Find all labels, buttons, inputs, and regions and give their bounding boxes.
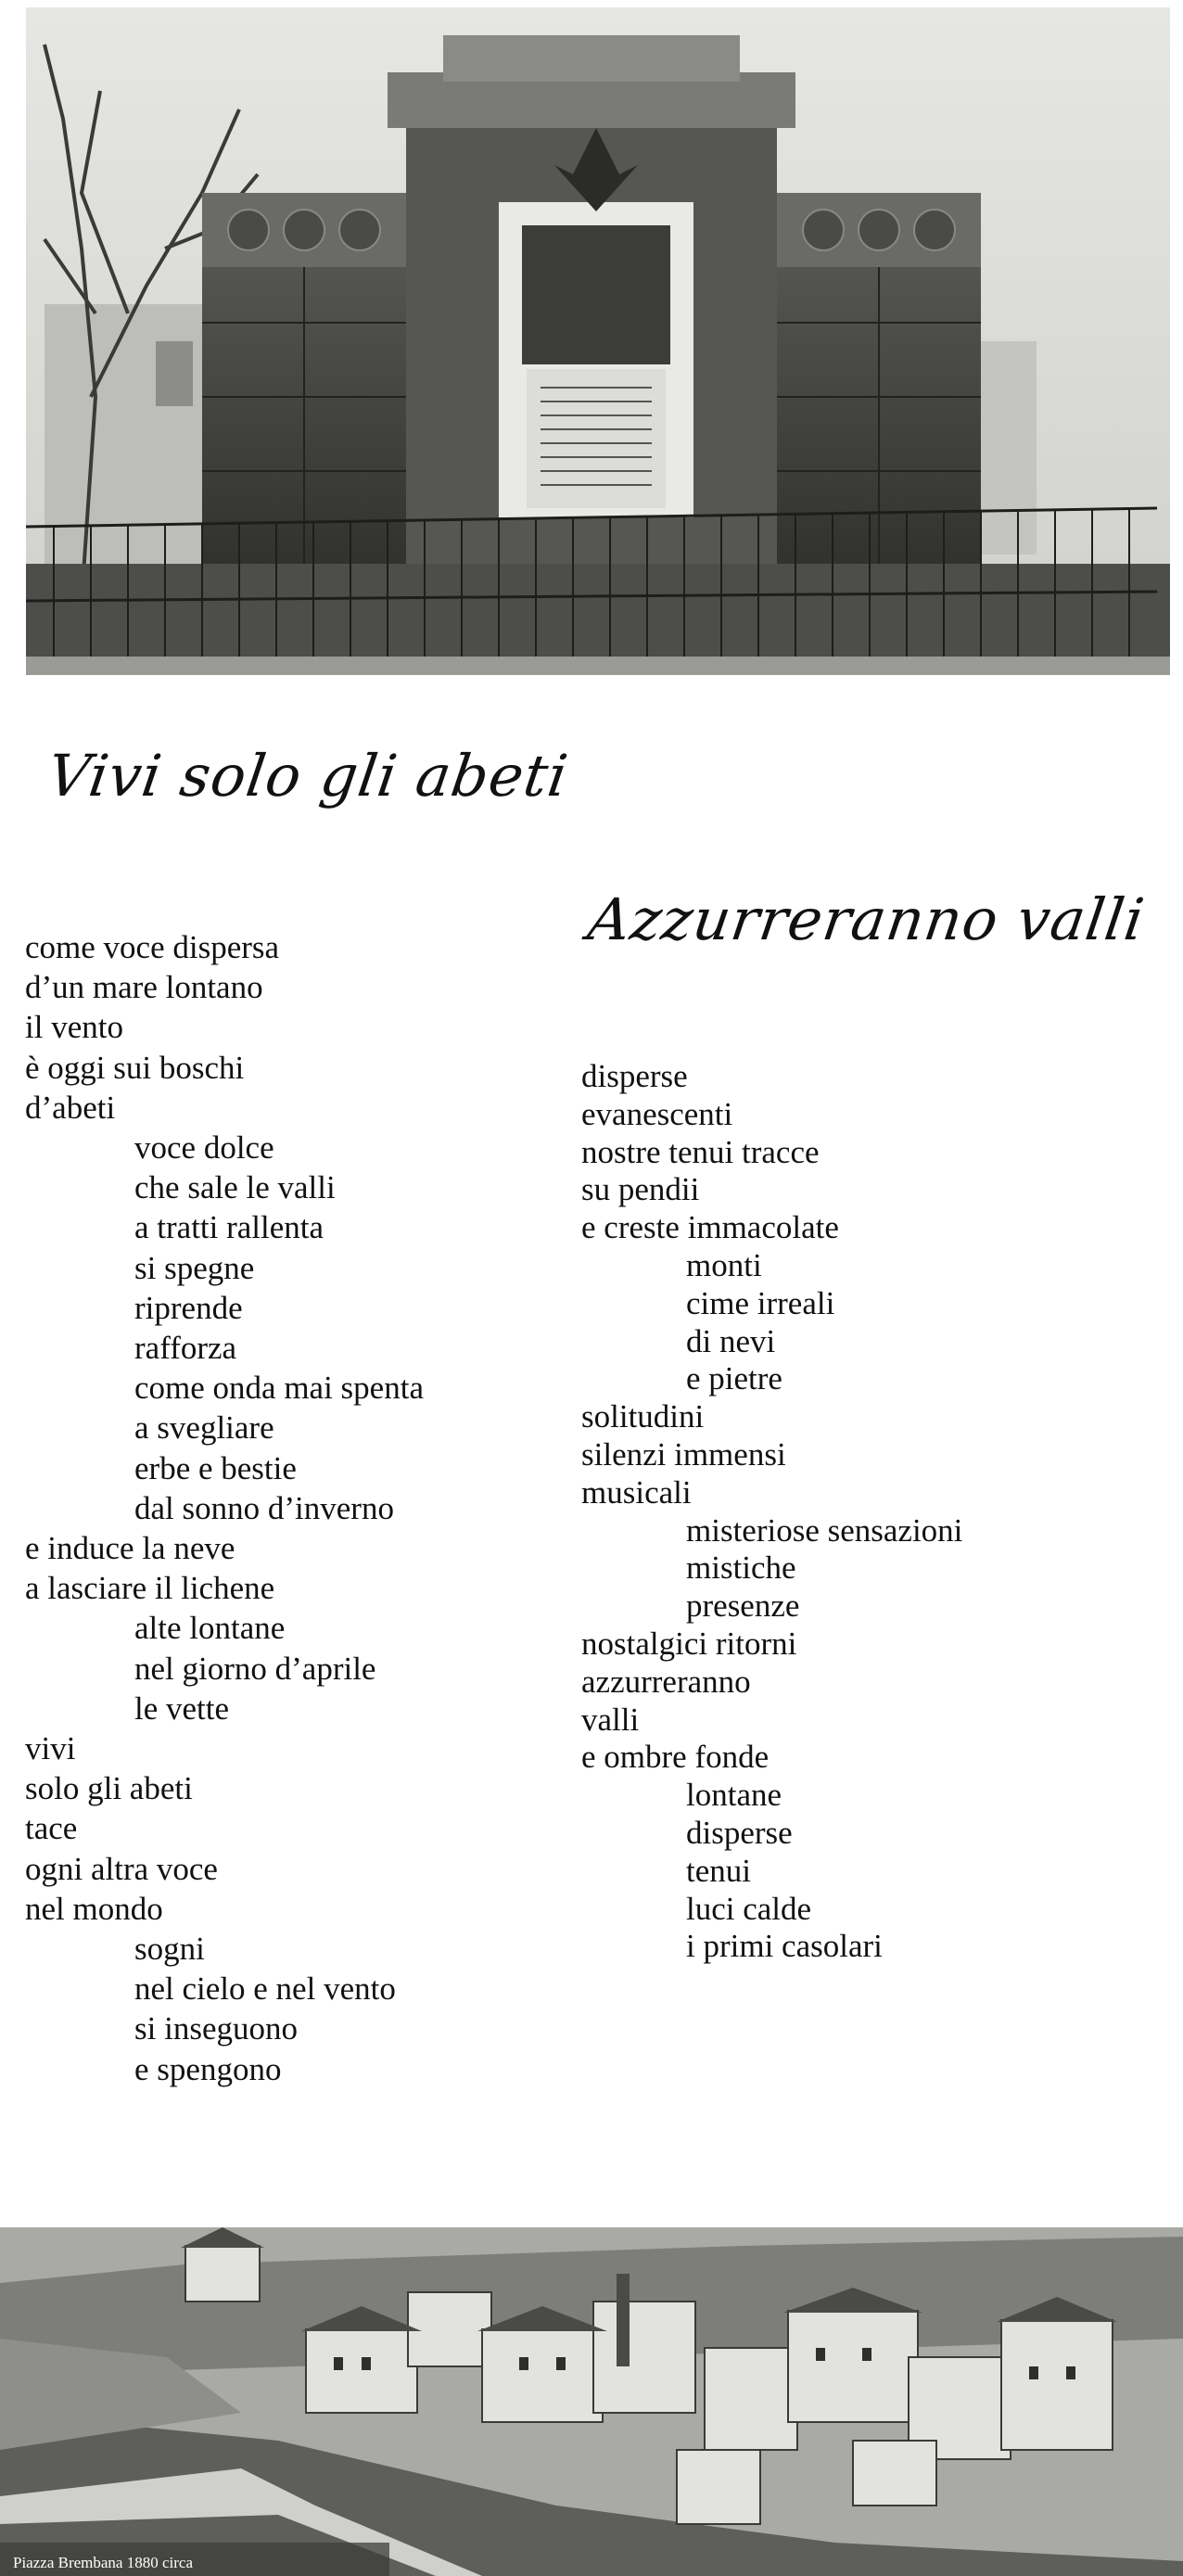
poem-line: è oggi sui boschi (25, 1049, 245, 1086)
poem-azzurreranno-valli (581, 1058, 962, 1966)
poem-line: sogni (134, 1931, 205, 1968)
poem-line: tace (25, 1810, 78, 1847)
photo-caption: Piazza Brembana 1880 circa (13, 2554, 193, 2571)
poem-line: rafforza (134, 1330, 237, 1367)
poem-line: solitudini (581, 1398, 705, 1435)
poem-line: a svegliare (134, 1409, 274, 1447)
poem-line: i primi casolari (686, 1928, 883, 1965)
poem-line: solo gli abeti (25, 1770, 193, 1807)
poem-line: riprende (134, 1289, 243, 1326)
poem-line: musicali (581, 1473, 692, 1511)
poem-line: e induce la neve (25, 1530, 235, 1567)
poem-vivi-solo-gli-abeti (25, 927, 424, 2089)
poem-line: e spengono (134, 2050, 282, 2087)
poem-line: nel mondo (25, 1890, 163, 1927)
poem-line: cime irreali (686, 1284, 835, 1321)
poem-line: e ombre fonde (581, 1739, 770, 1776)
poem-line: ogni altra voce (25, 1850, 218, 1887)
poem-line: vivi (25, 1730, 76, 1767)
poem-line: voce dolce (134, 1129, 274, 1167)
poem-line: il vento (25, 1009, 123, 1046)
poem-title-vivi-solo-gli-abeti: Vivi solo gli abeti (43, 742, 573, 810)
poem-line: mistiche (686, 1549, 796, 1587)
poem-line: lontane (686, 1777, 782, 1814)
poem-line: misteriose sensazioni (686, 1511, 963, 1549)
poem-line: si spegne (134, 1249, 255, 1286)
poem-line: dal sonno d’inverno (134, 1489, 394, 1526)
poem-line: valli (581, 1701, 640, 1738)
poem-title-azzurreranno-valli: Azzurreranno valli (583, 886, 1150, 953)
poem-line: nostalgici ritorni (581, 1625, 797, 1662)
poem-line: nel cielo e nel vento (134, 1970, 396, 2008)
poem-line: su pendii (581, 1171, 700, 1208)
poem-line: evanescenti (581, 1095, 733, 1132)
poem-line: silenzi immensi (581, 1435, 786, 1473)
village-photo (0, 2227, 1183, 2576)
poem-line: nostre tenui tracce (581, 1133, 820, 1170)
poem-line: a tratti rallenta (134, 1209, 324, 1246)
poem-line: luci calde (686, 1890, 812, 1927)
poem-line: di nevi (686, 1322, 776, 1359)
poem-line: nel giorno d’aprile (134, 1650, 376, 1687)
poem-line: azzurreranno (581, 1663, 751, 1700)
poem-line: a lasciare il lichene (25, 1570, 275, 1607)
poem-line: d’abeti (25, 1089, 116, 1126)
poem-line: come voce dispersa (25, 929, 280, 965)
poem-line: si inseguono (134, 2010, 298, 2047)
poem-line: le vette (134, 1690, 230, 1727)
poem-line: tenui (686, 1852, 751, 1889)
poem-line: monti (686, 1246, 762, 1283)
poem-line: e pietre (686, 1360, 782, 1397)
poem-line: d’un mare lontano (25, 969, 263, 1006)
poem-line: disperse (581, 1058, 688, 1094)
poem-line: come onda mai spenta (134, 1370, 424, 1407)
poem-line: presenze (686, 1588, 800, 1625)
poem-line: alte lontane (134, 1610, 286, 1647)
poem-line: disperse (686, 1814, 793, 1851)
poem-line: erbe e bestie (134, 1449, 297, 1486)
poem-line: e creste immacolate (581, 1209, 839, 1246)
monument-photo (26, 7, 1170, 675)
poem-line: che sale le valli (134, 1169, 336, 1206)
